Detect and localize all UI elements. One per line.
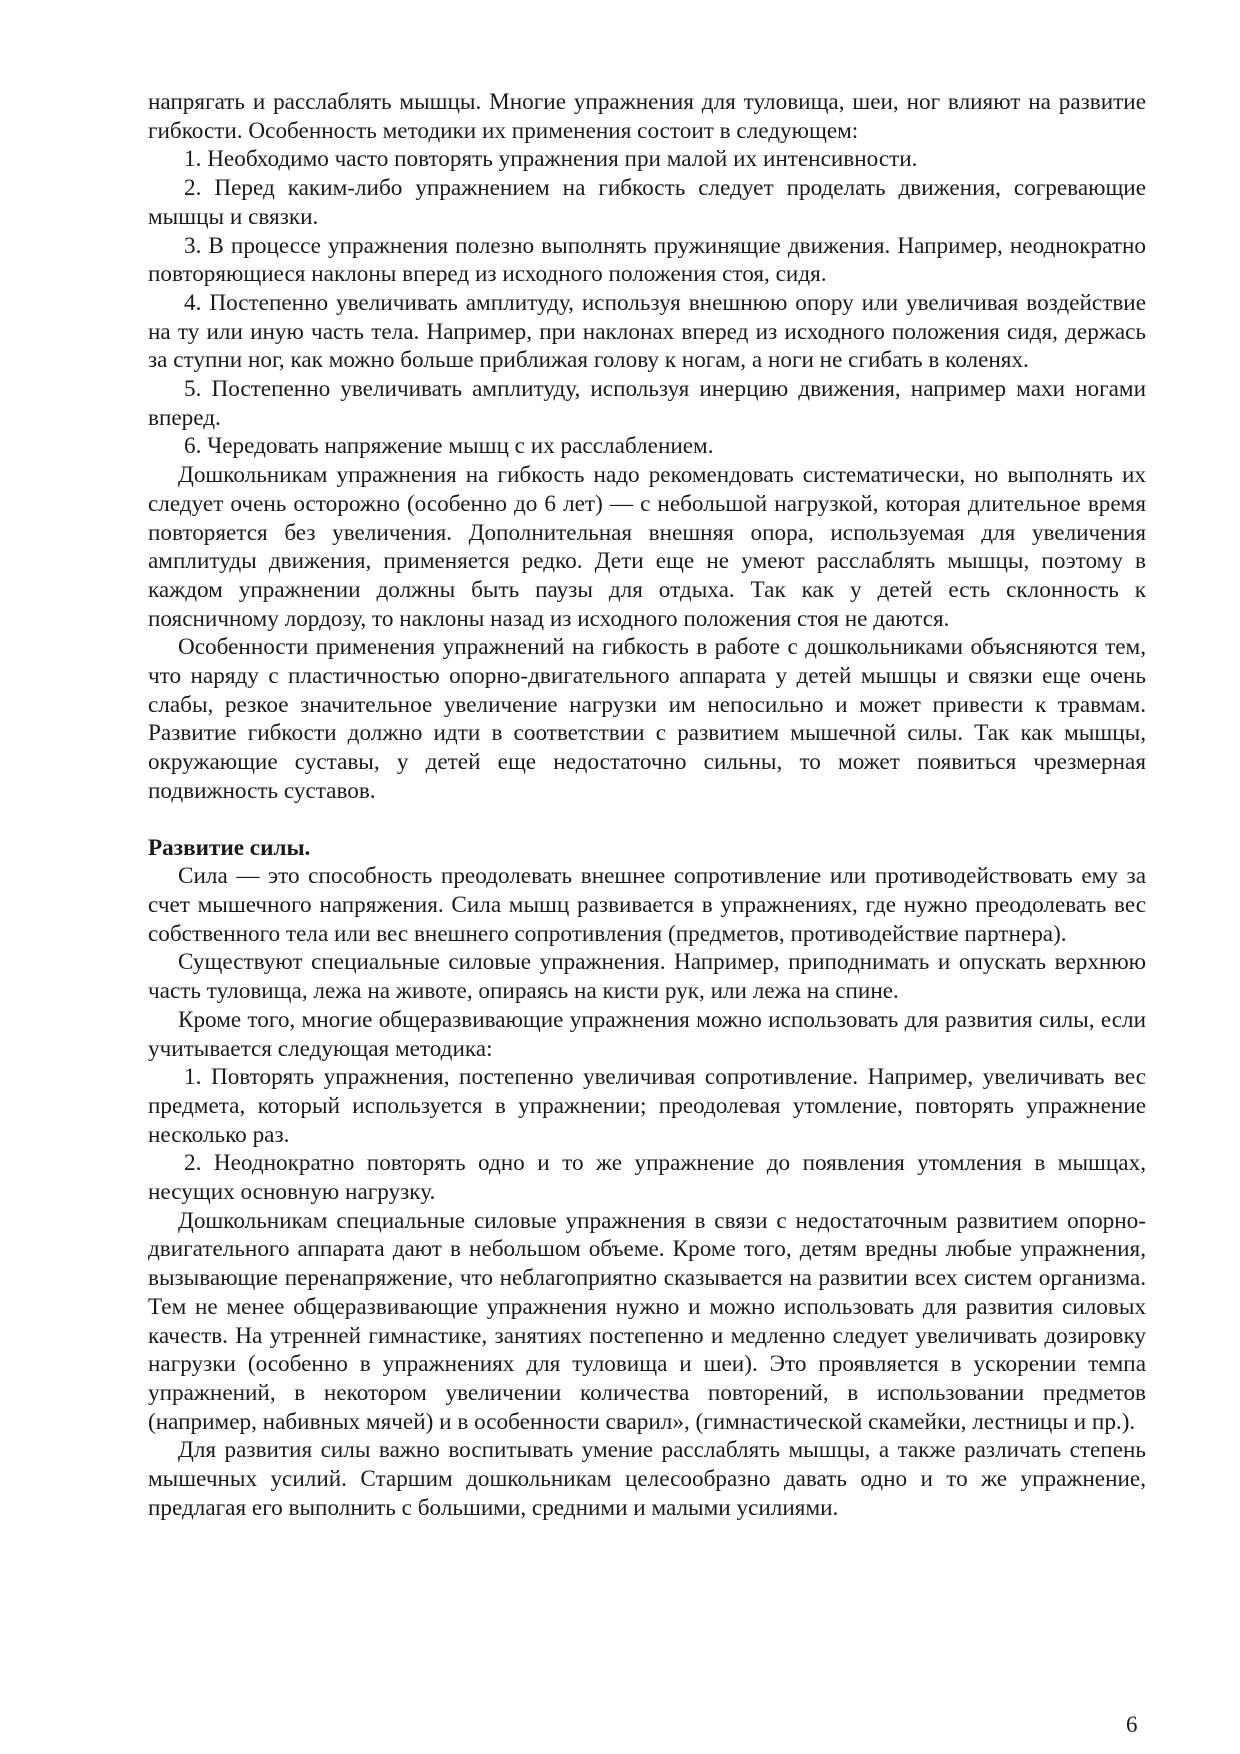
intro-paragraph: напрягать и расслаблять мышцы. Многие упражнения для туловища, шеи, ног влияют на развитие гибкости. Особенность методики их применения состоит в следующем:: [148, 89, 1146, 144]
flex-paragraph-preschool: Дошкольникам упражнения на гибкость надо рекомендовать систематически, но выполнять их следует очень осторожно (особенно до 6 лет) — с небольшой нагрузкой, которая длительное время повторяется без увеличения. Дополнительная внешняя опора, используемая для увеличения амплитуды движения, применяется редко. Дети еще не умеют расслаблять мышцы, поэтому в каждом упражнении должны быть паузы для отдыха. Так как у детей есть склонность к поясничному лордозу, то наклоны назад из исходного положения стоя не даются.: [148, 462, 1146, 632]
strength-paragraph-definition: Сила — это способность преодолевать внешнее сопротивление или противодействовать ему за счет мышечного напряжения. Сила мышц развивается в упражнениях, где нужно преодолевать вес собственного тела или вес внешнего сопротивления (предметов, противодействие партнера).: [148, 863, 1146, 947]
strength-paragraph-relaxation: Для развития силы важно воспитывать умение расслаблять мышцы, а также различать степень мышечных усилий. Старшим дошкольникам целесообразно давать одно и то же упражнение, предлагая его выполнить с большими, средними и малыми усилиями.: [148, 1437, 1146, 1521]
flex-rule-1: 1. Необходимо часто повторять упражнения при малой их интенсивности.: [184, 146, 918, 173]
flex-paragraph-features: Особенности применения упражнений на гибкость в работе с дошкольниками объясняются тем, что наряду с пластичностью опорно-двигательного аппарата у детей мышцы и связки еще очень слабы, резкое значительное увеличение нагрузки им непосильно и может привести к травмам. Развитие гибкости должно идти в соответствии с развитием мышечной силы. Так как мышцы, окружающие суставы, у детей еще недостаточно сильны, то может появиться чрезмерная подвижность суставов.: [148, 634, 1146, 804]
flex-rule-6: 6. Чередовать напряжение мышц с их расслаблением.: [184, 433, 714, 460]
strength-paragraph-preschool: Дошкольникам специальные силовые упражнения в связи с недостаточным развитием опорно-двигательного аппарата дают в небольшом объеме. Кроме того, детям вредны любые упражнения, вызывающие перенапряжение, что неблагоприятно сказывается на развитии всех систем организма. Тем не менее общеразвивающие упражнения нужно и можно использовать для развития силовых качеств. На утренней гимнастике, занятиях постепенно и медленно следует увеличивать дозировку нагрузки (особенно в упражнениях для туловища и шеи). Это проявляется в ускорении темпа упражнений, в некотором увеличении количества повторений, в использовании предметов (например, набивных мячей) и в особенности сварил», (гимнастической скамейки, лестницы и пр.).: [148, 1207, 1146, 1435]
flex-rule-2: 2. Перед каким-либо упражнением на гибкость следует проделать движения, согревающие мышцы и связки.: [148, 175, 1146, 230]
page-body: [148, 88, 1146, 1522]
page-number: 6: [1126, 1712, 1138, 1737]
flex-rule-5: 5. Постепенно увеличивать амплитуду, используя инерцию движения, например махи ногами вперед.: [148, 376, 1146, 431]
strength-paragraph-special: Существуют специальные силовые упражнения. Например, приподнимать и опускать верхнюю часть туловища, лежа на животе, опираясь на кисти рук, или лежа на спине.: [148, 949, 1146, 1005]
strength-paragraph-methodology: Кроме того, многие общеразвивающие упражнения можно использовать для развития силы, если учитывается следующая методика:: [148, 1006, 1146, 1062]
section-heading-strength: Развитие силы.: [148, 834, 311, 861]
flex-rule-4: 4. Постепенно увеличивать амплитуду, используя внешнюю опору или увеличивая воздействие на ту или иную часть тела. Например, при наклонах вперед из исходного положения сидя, держась за ступни ног, как можно больше приближая голову к ногам, а ноги не сгибать в коленях.: [148, 289, 1146, 374]
strength-rule-2: 2. Неоднократно повторять одно и то же упражнение до появления утомления в мышцах, несущих основную нагрузку.: [148, 1150, 1146, 1206]
flex-rule-3: 3. В процессе упражнения полезно выполнять пружинящие движения. Например, неоднократно повторяющиеся наклоны вперед из исходного положения стоя, сидя.: [148, 232, 1146, 288]
strength-rule-1: 1. Повторять упражнения, постепенно увеличивая сопротивление. Например, увеличивать вес предмета, который используется в упражнении; преодолевая утомление, повторять упражнение несколько раз.: [148, 1064, 1146, 1148]
